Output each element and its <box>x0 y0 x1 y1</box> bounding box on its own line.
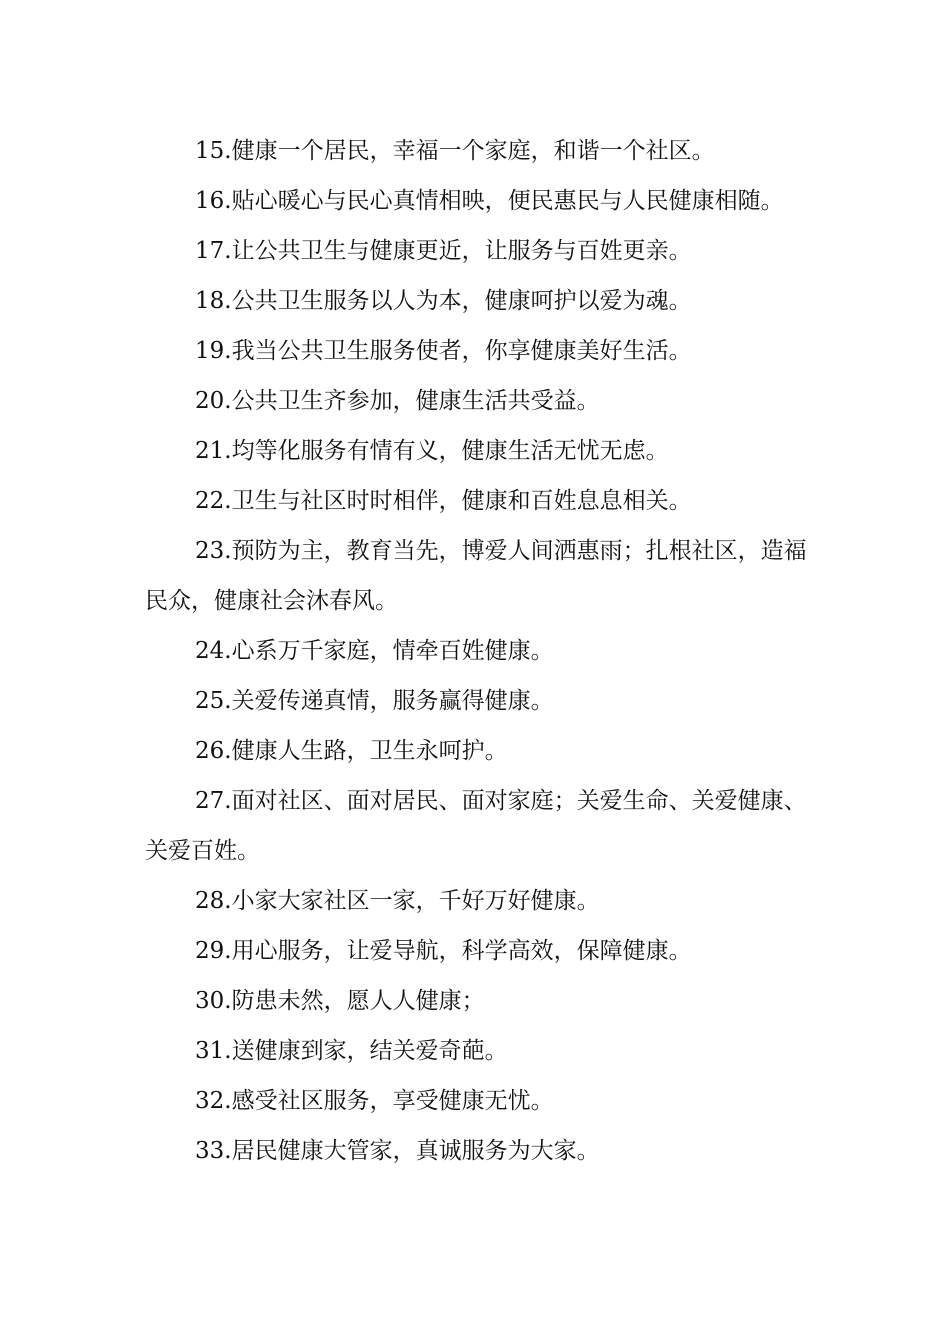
slogan-paragraph: 28.小家大家社区一家，千好万好健康。 <box>195 888 600 914</box>
slogan-paragraph: 27.面对社区、面对居民、面对家庭；关爱生命、关爱健康、关爱百姓。 <box>145 788 807 864</box>
slogan-paragraph: 20.公共卫生齐参加，健康生活共受益。 <box>195 388 600 414</box>
slogan-paragraph: 25.关爱传递真情，服务赢得健康。 <box>195 688 554 714</box>
slogan-paragraph: 26.健康人生路，卫生永呵护。 <box>195 738 508 764</box>
slogan-paragraph: 15.健康一个居民，幸福一个家庭，和谐一个社区。 <box>195 138 715 164</box>
slogan-paragraph: 19.我当公共卫生服务使者，你享健康美好生活。 <box>195 338 692 364</box>
slogan-paragraph: 24.心系万千家庭，情牵百姓健康。 <box>195 638 554 664</box>
slogan-list <box>145 126 810 1176</box>
slogan-paragraph: 16.贴心暖心与民心真情相映，便民惠民与人民健康相随。 <box>195 188 784 214</box>
slogan-paragraph: 30.防患未然，愿人人健康； <box>195 988 485 1014</box>
slogan-paragraph: 18.公共卫生服务以人为本，健康呵护以爱为魂。 <box>195 288 692 314</box>
slogan-paragraph: 29.用心服务，让爱导航，科学高效，保障健康。 <box>195 938 692 964</box>
slogan-paragraph: 23.预防为主，教育当先，博爱人间洒惠雨；扎根社区，造福民众，健康社会沐春风。 <box>145 538 807 614</box>
slogan-paragraph: 17.让公共卫生与健康更近，让服务与百姓更亲。 <box>195 238 692 264</box>
slogan-paragraph: 33.居民健康大管家，真诚服务为大家。 <box>195 1138 600 1164</box>
slogan-paragraph: 21.均等化服务有情有义，健康生活无忧无虑。 <box>195 438 669 464</box>
slogan-paragraph: 32.感受社区服务，享受健康无忧。 <box>195 1088 554 1114</box>
slogan-paragraph: 31.送健康到家，结关爱奇葩。 <box>195 1038 508 1064</box>
slogan-paragraph: 22.卫生与社区时时相伴，健康和百姓息息相关。 <box>195 488 692 514</box>
